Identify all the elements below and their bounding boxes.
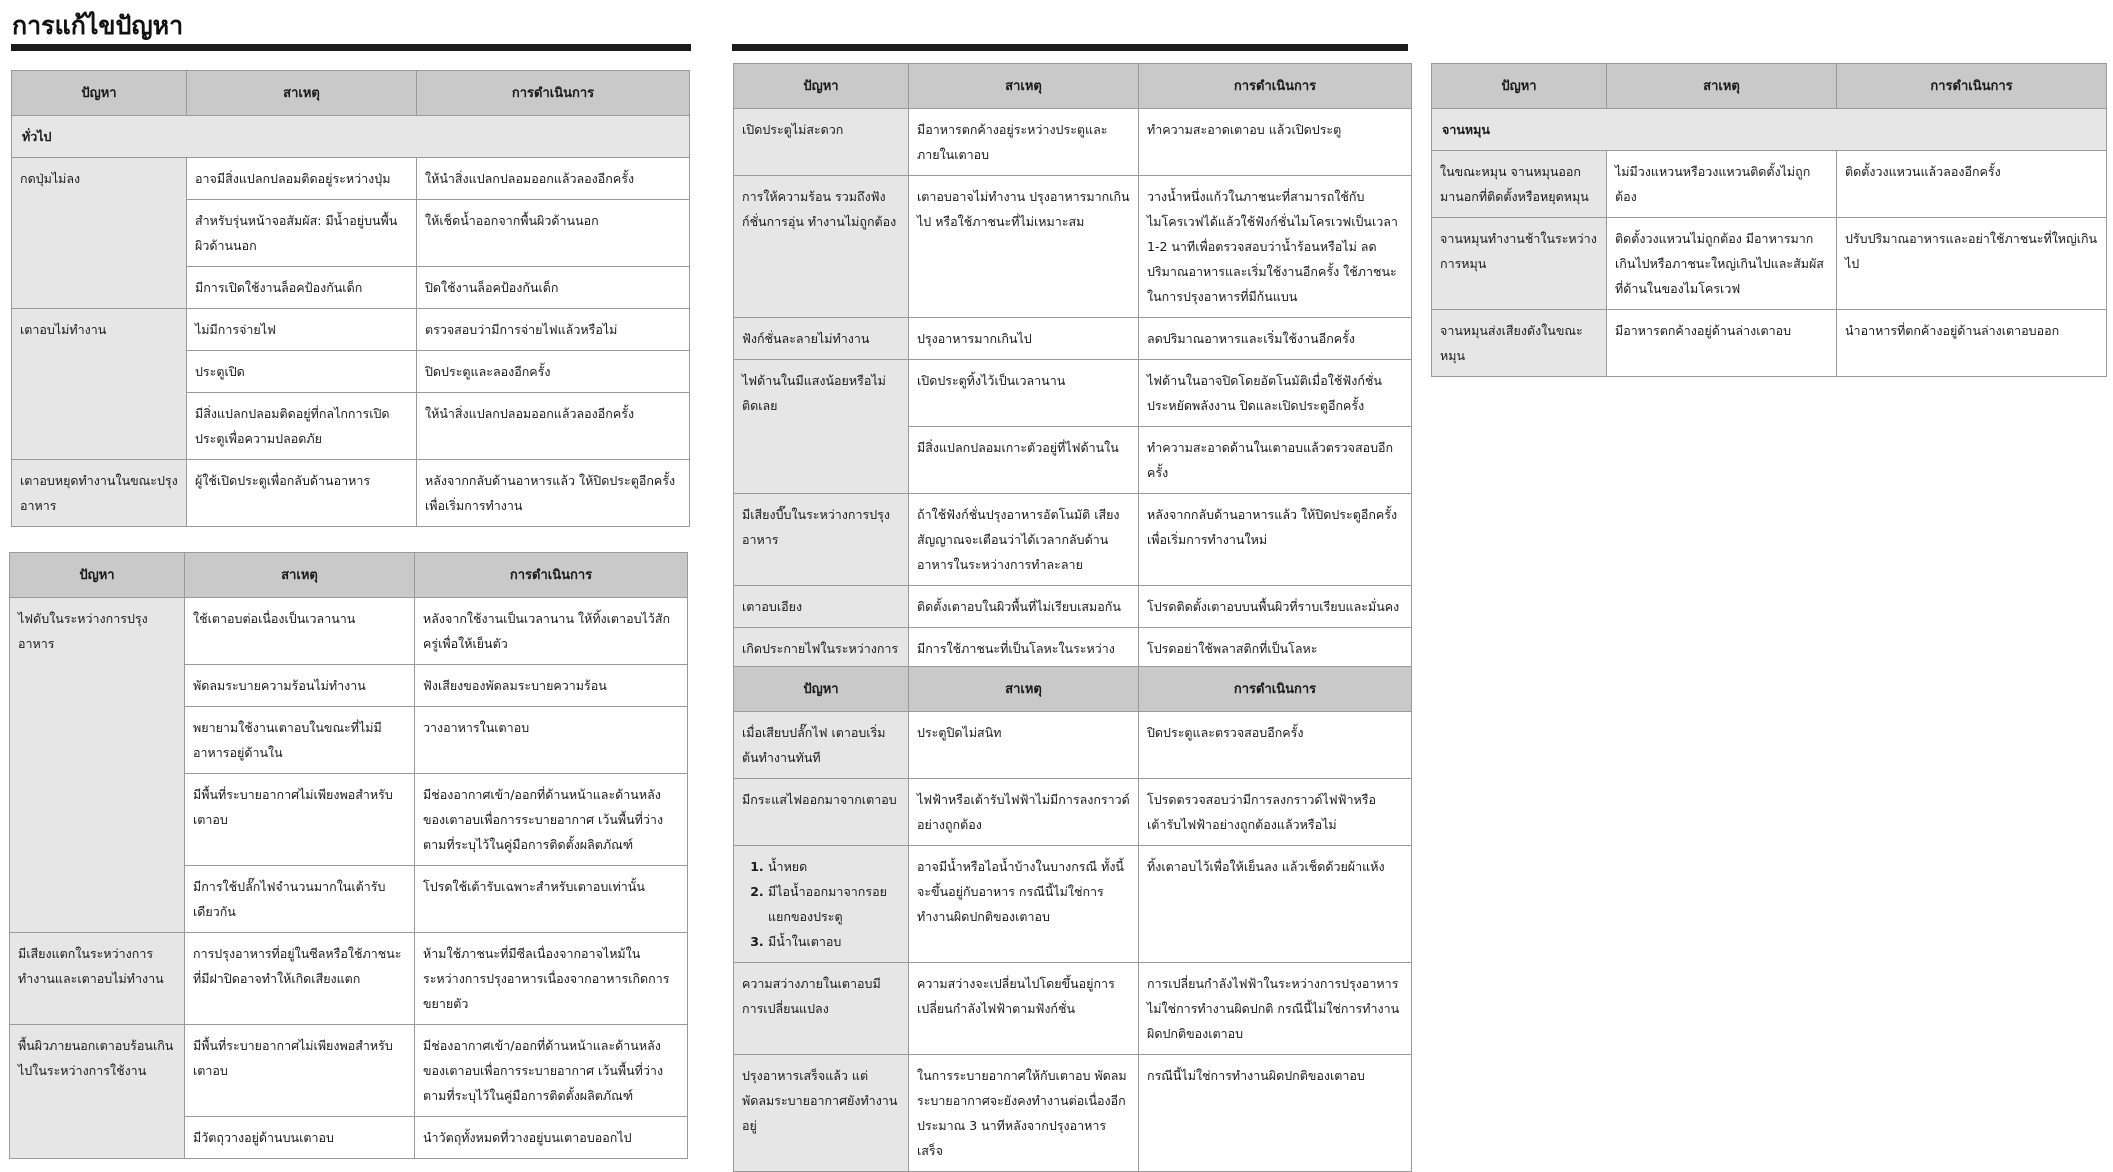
cause-cell: ติดตั้งเตาอบในผิวพื้นที่ไม่เรียบเสมอกัน: [909, 586, 1139, 628]
cause-cell: มีการใช้ปลั๊กไฟจำนวนมากในเต้ารับเดียวกัน: [185, 866, 415, 933]
cause-cell: ปรุงอาหารมากเกินไป: [909, 318, 1139, 360]
header-problem: ปัญหา: [734, 64, 909, 109]
cause-cell: อาจมีน้ำหรือไอน้ำบ้างในบางกรณี ทั้งนี้จะขึ้นอยู่กับอาหาร กรณีนี้ไม่ใช่การทำงานผิดปกติของเตาอบ: [909, 846, 1139, 963]
problem-list-item: 2. มีไอน้ำออกมาจากรอยแยกของประตู: [768, 879, 900, 929]
section-row: [12, 116, 690, 158]
problem-cell: เตาอบหยุดทำงานในขณะปรุงอาหาร: [12, 460, 187, 527]
action-cell: โปรดตรวจสอบว่ามีการลงกราวด์ไฟฟ้าหรือเต้ารับไฟฟ้าอย่างถูกต้องแล้วหรือไม่: [1139, 779, 1412, 846]
action-cell: หลังจากกลับด้านอาหารแล้ว ให้ปิดประตูอีกครั้งเพื่อเริ่มการทำงาน: [417, 460, 690, 527]
problem-cell: ในขณะหมุน จานหมุนออกมานอกที่ติดตั้งหรือหยุดหมุน: [1432, 151, 1607, 218]
table-power: [9, 552, 688, 1159]
header-action: การดำเนินการ: [417, 71, 690, 116]
table-row: [734, 779, 1412, 846]
problem-cell: เมื่อเสียบปลั๊กไฟ เตาอบเริ่มต้นทำงานทันที: [734, 712, 909, 779]
problem-cell: การให้ความร้อน รวมถึงฟังก์ชั่นการอุ่น ทำงานไม่ถูกต้อง: [734, 176, 909, 318]
header-action: การดำเนินการ: [415, 553, 688, 598]
cause-cell: มีพื้นที่ระบายอากาศไม่เพียงพอสำหรับเตาอบ: [185, 1025, 415, 1117]
action-cell: มีช่องอากาศเข้า/ออกที่ด้านหน้าและด้านหลังของเตาอบเพื่อการระบายอากาศ เว้นพื้นที่ว่างตามที่ระบุไว้ในคู่มือการติดตั้งผลิตภัณฑ์: [415, 774, 688, 866]
problem-cell: เปิดประตูไม่สะดวก: [734, 109, 909, 176]
action-cell: ให้เช็ดน้ำออกจากพื้นผิวด้านนอก: [417, 200, 690, 267]
cause-cell: ถ้าใช้ฟังก์ชั่นปรุงอาหารอัตโนมัติ เสียงสัญญาณจะเตือนว่าได้เวลากลับด้านอาหารในระหว่างการทำละลาย: [909, 494, 1139, 586]
header-problem: ปัญหา: [10, 553, 185, 598]
cause-cell: ประตูปิดไม่สนิท: [909, 712, 1139, 779]
problem-list-item: 1. น้ำหยด: [768, 854, 900, 879]
cause-cell: เตาอบอาจไม่ทำงาน ปรุงอาหารมากเกินไป หรือใช้ภาชนะที่ไม่เหมาะสม: [909, 176, 1139, 318]
table-row: [734, 586, 1412, 628]
table-misc: [733, 666, 1412, 1172]
header-action: การดำเนินการ: [1139, 64, 1412, 109]
action-cell: หลังจากใช้งานเป็นเวลานาน ให้ทิ้งเตาอบไว้สักครู่เพื่อให้เย็นตัว: [415, 598, 688, 665]
table-row: [1432, 218, 2107, 310]
action-cell: นำวัตถุทั้งหมดที่วางอยู่บนเตาอบออกไป: [415, 1117, 688, 1159]
action-cell: ฟังเสียงของพัดลมระบายความร้อน: [415, 665, 688, 707]
problem-cell: จานหมุนทำงานช้าในระหว่างการหมุน: [1432, 218, 1607, 310]
cause-cell: พยายามใช้งานเตาอบในขณะที่ไม่มีอาหารอยู่ด้านใน: [185, 707, 415, 774]
action-cell: ปิดประตูและลองอีกครั้ง: [417, 351, 690, 393]
problem-list: [742, 854, 900, 954]
action-cell: ไฟด้านในอาจปิดโดยอัตโนมัติเมื่อใช้ฟังก์ชั่นประหยัดพลังงาน ปิดและเปิดประตูอีกครั้ง: [1139, 360, 1412, 427]
table-row: [12, 460, 690, 527]
cause-cell: มีอาหารตกค้างอยู่ระหว่างประตูและภายในเตาอบ: [909, 109, 1139, 176]
section-title-general: ทั่วไป: [12, 116, 690, 158]
problem-cell: ความสว่างภายในเตาอบมีการเปลี่ยนแปลง: [734, 963, 909, 1055]
action-cell: วางอาหารในเตาอบ: [415, 707, 688, 774]
title-rule-right: [732, 44, 1408, 51]
problem-cell: ปรุงอาหารเสร็จแล้ว แต่พัดลมระบายอากาศยังทำงานอยู่: [734, 1055, 909, 1172]
action-cell: ทำความสะอาดด้านในเตาอบแล้วตรวจสอบอีกครั้ง: [1139, 427, 1412, 494]
cause-cell: ในการระบายอากาศให้กับเตาอบ พัดลมระบายอากาศจะยังคงทำงานต่อเนื่องอีกประมาณ 3 นาทีหลังจากปรุงอาหารเสร็จ: [909, 1055, 1139, 1172]
header-cause: สาเหตุ: [909, 64, 1139, 109]
title-rule-left: [11, 44, 691, 51]
problem-cell: มีเสียงบี๊บในระหว่างการปรุงอาหาร: [734, 494, 909, 586]
problem-cell: จานหมุนส่งเสียงดังในขณะหมุน: [1432, 310, 1607, 377]
header-problem: ปัญหา: [734, 667, 909, 712]
cause-cell: ไม่มีการจ่ายไฟ: [187, 309, 417, 351]
action-cell: ทำความสะอาดเตาอบ แล้วเปิดประตู: [1139, 109, 1412, 176]
table-row: [10, 598, 688, 665]
action-cell: ปิดใช้งานล็อคป้องกันเด็ก: [417, 267, 690, 309]
action-cell: นำอาหารที่ตกค้างอยู่ด้านล่างเตาอบออก: [1837, 310, 2107, 377]
cause-cell: มีพื้นที่ระบายอากาศไม่เพียงพอสำหรับเตาอบ: [185, 774, 415, 866]
problem-cell: เกิดประกายไฟในระหว่างการ: [734, 628, 909, 695]
table-row: [734, 360, 1412, 427]
header-cause: สาเหตุ: [909, 667, 1139, 712]
action-cell: มีช่องอากาศเข้า/ออกที่ด้านหน้าและด้านหลังของเตาอบเพื่อการระบายอากาศ เว้นพื้นที่ว่างตามที่ระบุไว้ในคู่มือการติดตั้งผลิตภัณฑ์: [415, 1025, 688, 1117]
cause-cell: การปรุงอาหารที่อยู่ในซีลหรือใช้ภาชนะที่มีฝาปิดอาจทำให้เกิดเสียงแตก: [185, 933, 415, 1025]
table-general: [11, 70, 690, 527]
cause-cell: เปิดประตูทิ้งไว้เป็นเวลานาน: [909, 360, 1139, 427]
action-cell: โปรดติดตั้งเตาอบบนพื้นผิวที่ราบเรียบและมั่นคง: [1139, 586, 1412, 628]
header-cause: สาเหตุ: [185, 553, 415, 598]
problem-cell: เตาอบไม่ทำงาน: [12, 309, 187, 460]
table-row: [1432, 310, 2107, 377]
table-row: [12, 309, 690, 351]
table-row: [734, 712, 1412, 779]
header-action: การดำเนินการ: [1837, 64, 2107, 109]
action-cell: ติดตั้งวงแหวนแล้วลองอีกครั้ง: [1837, 151, 2107, 218]
cause-cell: มีการเปิดใช้งานล็อคป้องกันเด็ก: [187, 267, 417, 309]
action-cell: ตรวจสอบว่ามีการจ่ายไฟแล้วหรือไม่: [417, 309, 690, 351]
header-cause: สาเหตุ: [187, 71, 417, 116]
action-cell: หลังจากกลับด้านอาหารแล้ว ให้ปิดประตูอีกครั้งเพื่อเริ่มการทำงานใหม่: [1139, 494, 1412, 586]
action-cell: โปรดอย่าใช้พลาสติกที่เป็นโลหะ: [1139, 628, 1412, 695]
problem-cell: เตาอบเอียง: [734, 586, 909, 628]
action-cell: ลดปริมาณอาหารและเริ่มใช้งานอีกครั้ง: [1139, 318, 1412, 360]
problem-cell: มีเสียงแตกในระหว่างการทำงานและเตาอบไม่ทำงาน: [10, 933, 185, 1025]
cause-cell: ติดตั้งวงแหวนไม่ถูกต้อง มีอาหารมากเกินไปหรือภาชนะใหญ่เกินไปและสัมผัสที่ด้านในของไมโครเวฟ: [1607, 218, 1837, 310]
table-header-row: [734, 667, 1412, 712]
cause-cell: ไม่มีวงแหวนหรือวงแหวนติดตั้งไม่ถูกต้อง: [1607, 151, 1837, 218]
table-row: [10, 933, 688, 1025]
cause-cell: มีสิ่งแปลกปลอมเกาะตัวอยู่ที่ไฟด้านใน: [909, 427, 1139, 494]
cause-cell: ความสว่างจะเปลี่ยนไปโดยขึ้นอยู่การเปลี่ยนกำลังไฟฟ้าตามฟังก์ชั่น: [909, 963, 1139, 1055]
table-row: [10, 1025, 688, 1117]
cause-cell: ไฟฟ้าหรือเต้ารับไฟฟ้าไม่มีการลงกราวด์อย่างถูกต้อง: [909, 779, 1139, 846]
cause-cell: สำหรับรุ่นหน้าจอสัมผัส: มีน้ำอยู่บนพื้นผิวด้านนอก: [187, 200, 417, 267]
cause-cell: ประตูเปิด: [187, 351, 417, 393]
table-header-row: [1432, 64, 2107, 109]
header-problem: ปัญหา: [1432, 64, 1607, 109]
table-operation: [733, 63, 1412, 695]
cause-cell: มีการใช้ภาชนะที่เป็นโลหะในระหว่าง: [909, 628, 1139, 695]
table-row: [734, 494, 1412, 586]
section-row: [1432, 109, 2107, 151]
cause-cell: ใช้เตาอบต่อเนื่องเป็นเวลานาน: [185, 598, 415, 665]
problem-cell: มีกระแสไฟออกมาจากเตาอบ: [734, 779, 909, 846]
table-turntable: [1431, 63, 2107, 377]
problem-cell: พื้นผิวภายนอกเตาอบร้อนเกินไปในระหว่างการใช้งาน: [10, 1025, 185, 1159]
table-header-row: [734, 64, 1412, 109]
cause-cell: มีอาหารตกค้างอยู่ด้านล่างเตาอบ: [1607, 310, 1837, 377]
cause-cell: อาจมีสิ่งแปลกปลอมติดอยู่ระหว่างปุ่ม: [187, 158, 417, 200]
section-title-turntable: จานหมุน: [1432, 109, 2107, 151]
table-row: [734, 963, 1412, 1055]
action-cell: ให้นำสิ่งแปลกปลอมออกแล้วลองอีกครั้ง: [417, 158, 690, 200]
problem-cell: [734, 846, 909, 963]
header-action: การดำเนินการ: [1139, 667, 1412, 712]
action-cell: โปรดใช้เต้ารับเฉพาะสำหรับเตาอบเท่านั้น: [415, 866, 688, 933]
action-cell: ทิ้งเตาอบไว้เพื่อให้เย็นลง แล้วเช็ดด้วยผ้าแห้ง: [1139, 846, 1412, 963]
action-cell: ให้นำสิ่งแปลกปลอมออกแล้วลองอีกครั้ง: [417, 393, 690, 460]
table-row: [734, 109, 1412, 176]
header-cause: สาเหตุ: [1607, 64, 1837, 109]
action-cell: กรณีนี้ไม่ใช่การทำงานผิดปกติของเตาอบ: [1139, 1055, 1412, 1172]
action-cell: ปรับปริมาณอาหารและอย่าใช้ภาชนะที่ใหญ่เกินไป: [1837, 218, 2107, 310]
header-problem: ปัญหา: [12, 71, 187, 116]
cause-cell: มีวัตถุวางอยู่ด้านบนเตาอบ: [185, 1117, 415, 1159]
cause-cell: มีสิ่งแปลกปลอมติดอยู่ที่กลไกการเปิดประตูเพื่อความปลอดภัย: [187, 393, 417, 460]
action-cell: ปิดประตูและตรวจสอบอีกครั้ง: [1139, 712, 1412, 779]
problem-list-item: 3. มีน้ำในเตาอบ: [768, 929, 900, 954]
table-header-row: [12, 71, 690, 116]
table-row: [734, 318, 1412, 360]
table-row: [734, 846, 1412, 963]
page-title: การแก้ไขปัญหา: [12, 11, 184, 40]
problem-cell: ไฟดับในระหว่างการปรุงอาหาร: [10, 598, 185, 933]
table-row: [734, 176, 1412, 318]
action-cell: ห้ามใช้ภาชนะที่มีซีลเนื่องจากอาจไหม้ในระหว่างการปรุงอาหารเนื่องจากอาหารเกิดการขยายตัว: [415, 933, 688, 1025]
problem-cell: ฟังก์ชั่นละลายไม่ทำงาน: [734, 318, 909, 360]
action-cell: การเปลี่ยนกำลังไฟฟ้าในระหว่างการปรุงอาหารไม่ใช่การทำงานผิดปกติ กรณีนี้ไม่ใช่การทำงานผิดปกติของเตาอบ: [1139, 963, 1412, 1055]
problem-cell: กดปุ่มไม่ลง: [12, 158, 187, 309]
cause-cell: พัดลมระบายความร้อนไม่ทำงาน: [185, 665, 415, 707]
action-cell: วางน้ำหนึ่งแก้วในภาชนะที่สามารถใช้กับไมโครเวฟได้แล้วใช้ฟังก์ชั่นไมโครเวฟเป็นเวลา 1-2 นาทีเพื่อตรวจสอบว่าน้ำร้อนหรือไม่ ลดปริมาณอาหารและเริ่มใช้งานอีกครั้ง ใช้ภาชนะในการปรุงอาหารที่มีก้นแบน: [1139, 176, 1412, 318]
table-row: [1432, 151, 2107, 218]
table-header-row: [10, 553, 688, 598]
table-row: [734, 1055, 1412, 1172]
problem-cell: ไฟด้านในมีแสงน้อยหรือไม่ติดเลย: [734, 360, 909, 494]
cause-cell: ผู้ใช้เปิดประตูเพื่อกลับด้านอาหาร: [187, 460, 417, 527]
table-row: [12, 158, 690, 200]
